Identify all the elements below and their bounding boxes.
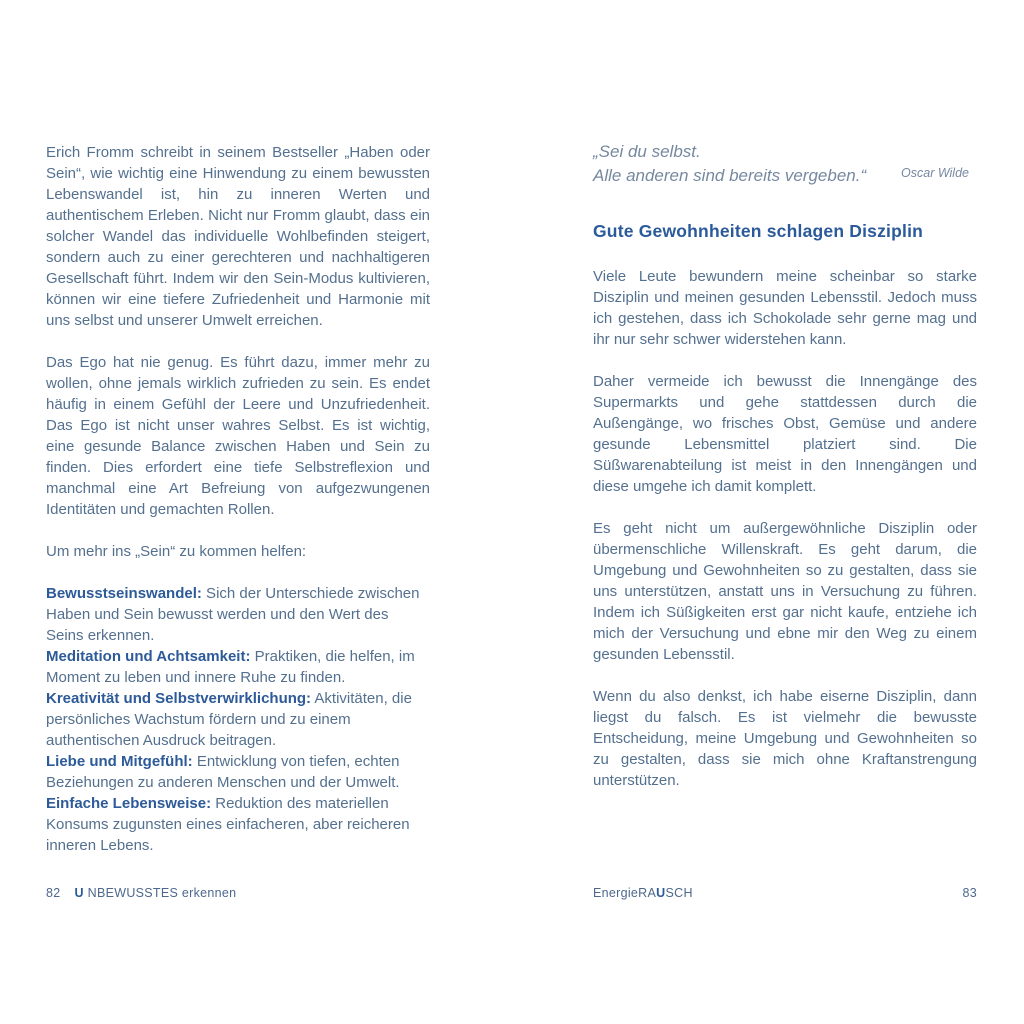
quote-line: „Sei du selbst. (593, 142, 701, 161)
page-number-left: 82 (46, 886, 61, 900)
body-paragraph: Es geht nicht um außergewöhnliche Disziplin oder übermenschliche Willenskraft. Es geht darum, die Umgebung und Gewohnheiten so zu gestalten, dass sie uns unterstützen, anstatt uns in Versuchung zu führen. Indem ich Süßigkeiten erst gar nicht kaufe, entziehe ich mich der Versuchung und ebne mir den Weg zu einem gesunden Lebensstil. (593, 520, 977, 663)
book-title-bold-letter: U (656, 886, 666, 900)
list-term: Meditation und Achtsamkeit: (46, 648, 251, 665)
list-item (46, 583, 430, 646)
book-title-post: SCH (665, 886, 693, 900)
list-term: Bewusstseinswandel: (46, 585, 202, 602)
right-page-text-column (593, 140, 977, 812)
quote-attribution: Oscar Wilde (901, 166, 969, 180)
list-intro-line: Um mehr ins „Sein“ zu kommen helfen: (46, 543, 307, 560)
list-text: Aktivitäten, die persönliches Wachstum fördern und zu einem authentischen Ausdruck beitragen. (46, 690, 412, 749)
right-page-footer (593, 886, 977, 900)
list-item (46, 751, 430, 793)
left-page-footer (46, 886, 430, 900)
list-text: Reduktion des materiellen Konsums zugunsten eines einfacheren, aber reicheren inneren Lebens. (46, 795, 410, 854)
body-paragraph: Viele Leute bewundern meine scheinbar so starke Disziplin und meinen gesunden Lebensstil. Jedoch muss ich gestehen, dass ich Schokolade sehr gerne mag und ihr nur sehr schwer widerstehen kann. (593, 268, 977, 348)
body-paragraph: Erich Fromm schreibt in seinem Bestseller „Haben oder Sein“, wie wichtig eine Hinwendung zu einem bewussten Lebenswandel ist, hin zu inneren Werten und authentischem Erleben. Nicht nur Fromm glaubt, dass ein solcher Wandel das individuelle Wohlbefinden steigert, sondern auch zu einer gerechteren und nachhaltigeren Gesellschaft führt. Indem wir den Sein-Modus kultivieren, können wir eine tiefere Zufriedenheit und Harmonie mit uns selbst und unserer Umwelt erreichen. (46, 144, 430, 329)
list-term: Liebe und Mitgefühl: (46, 753, 193, 770)
chapter-initial: U (74, 886, 84, 900)
list-term: Kreativität und Selbstverwirklichung: (46, 690, 312, 707)
left-page-text-column (46, 142, 430, 856)
quote-line: Alle anderen sind bereits vergeben.“ (593, 166, 867, 185)
list-text: Entwicklung von tiefen, echten Beziehungen zu anderen Menschen und der Umwelt. (46, 753, 400, 791)
chapter-title (75, 886, 237, 900)
list-term: Einfache Lebensweise: (46, 795, 212, 812)
list-item (46, 688, 430, 751)
being-practices-list (46, 583, 430, 856)
body-paragraph: Wenn du also denkst, ich habe eiserne Disziplin, dann liegst du falsch. Es ist vielmehr die bewusste Entscheidung, meine Umgebung und Gewohnheiten so zu gestalten, dass sie mich ohne Kraftanstrengung unterstützen. (593, 688, 977, 789)
chapter-rest: NBEWUSSTES erkennen (87, 886, 237, 900)
body-paragraph: Daher vermeide ich bewusst die Innengänge des Supermarkts und gehe stattdessen durch die Außengänge, wo frisches Obst, Gemüse und andere gesunde Lebensmittel platziert sind. Die Süßwarenabteilung ist meist in den Innengängen und diese umgehe ich damit komplett. (593, 373, 977, 495)
list-text: Sich der Unterschiede zwischen Haben und Sein bewusst werden und den Wert des Seins erkennen. (46, 585, 420, 644)
section-heading: Gute Gewohnheiten schlagen Disziplin (593, 221, 924, 241)
page-number-right: 83 (962, 886, 977, 900)
epigraph-quote (593, 140, 977, 188)
list-item (46, 646, 430, 688)
book-title-pre: EnergieRA (593, 886, 657, 900)
body-paragraph: Das Ego hat nie genug. Es führt dazu, immer mehr zu wollen, ohne jemals wirklich zufrieden zu sein. Es endet häufig in einem Gefühl der Leere und Unzufriedenheit. Das Ego ist nicht unser wahres Selbst. Es ist wichtig, eine gesunde Balance zwischen Haben und Sein zu finden. Dies erfordert eine tiefe Selbstreflexion und manchmal eine Art Befreiung von aufgezwungenen Identitäten und gemachten Rollen. (46, 354, 430, 518)
list-text: Praktiken, die helfen, im Moment zu leben und innere Ruhe zu finden. (46, 648, 415, 686)
book-title (593, 886, 693, 900)
list-item (46, 793, 430, 856)
